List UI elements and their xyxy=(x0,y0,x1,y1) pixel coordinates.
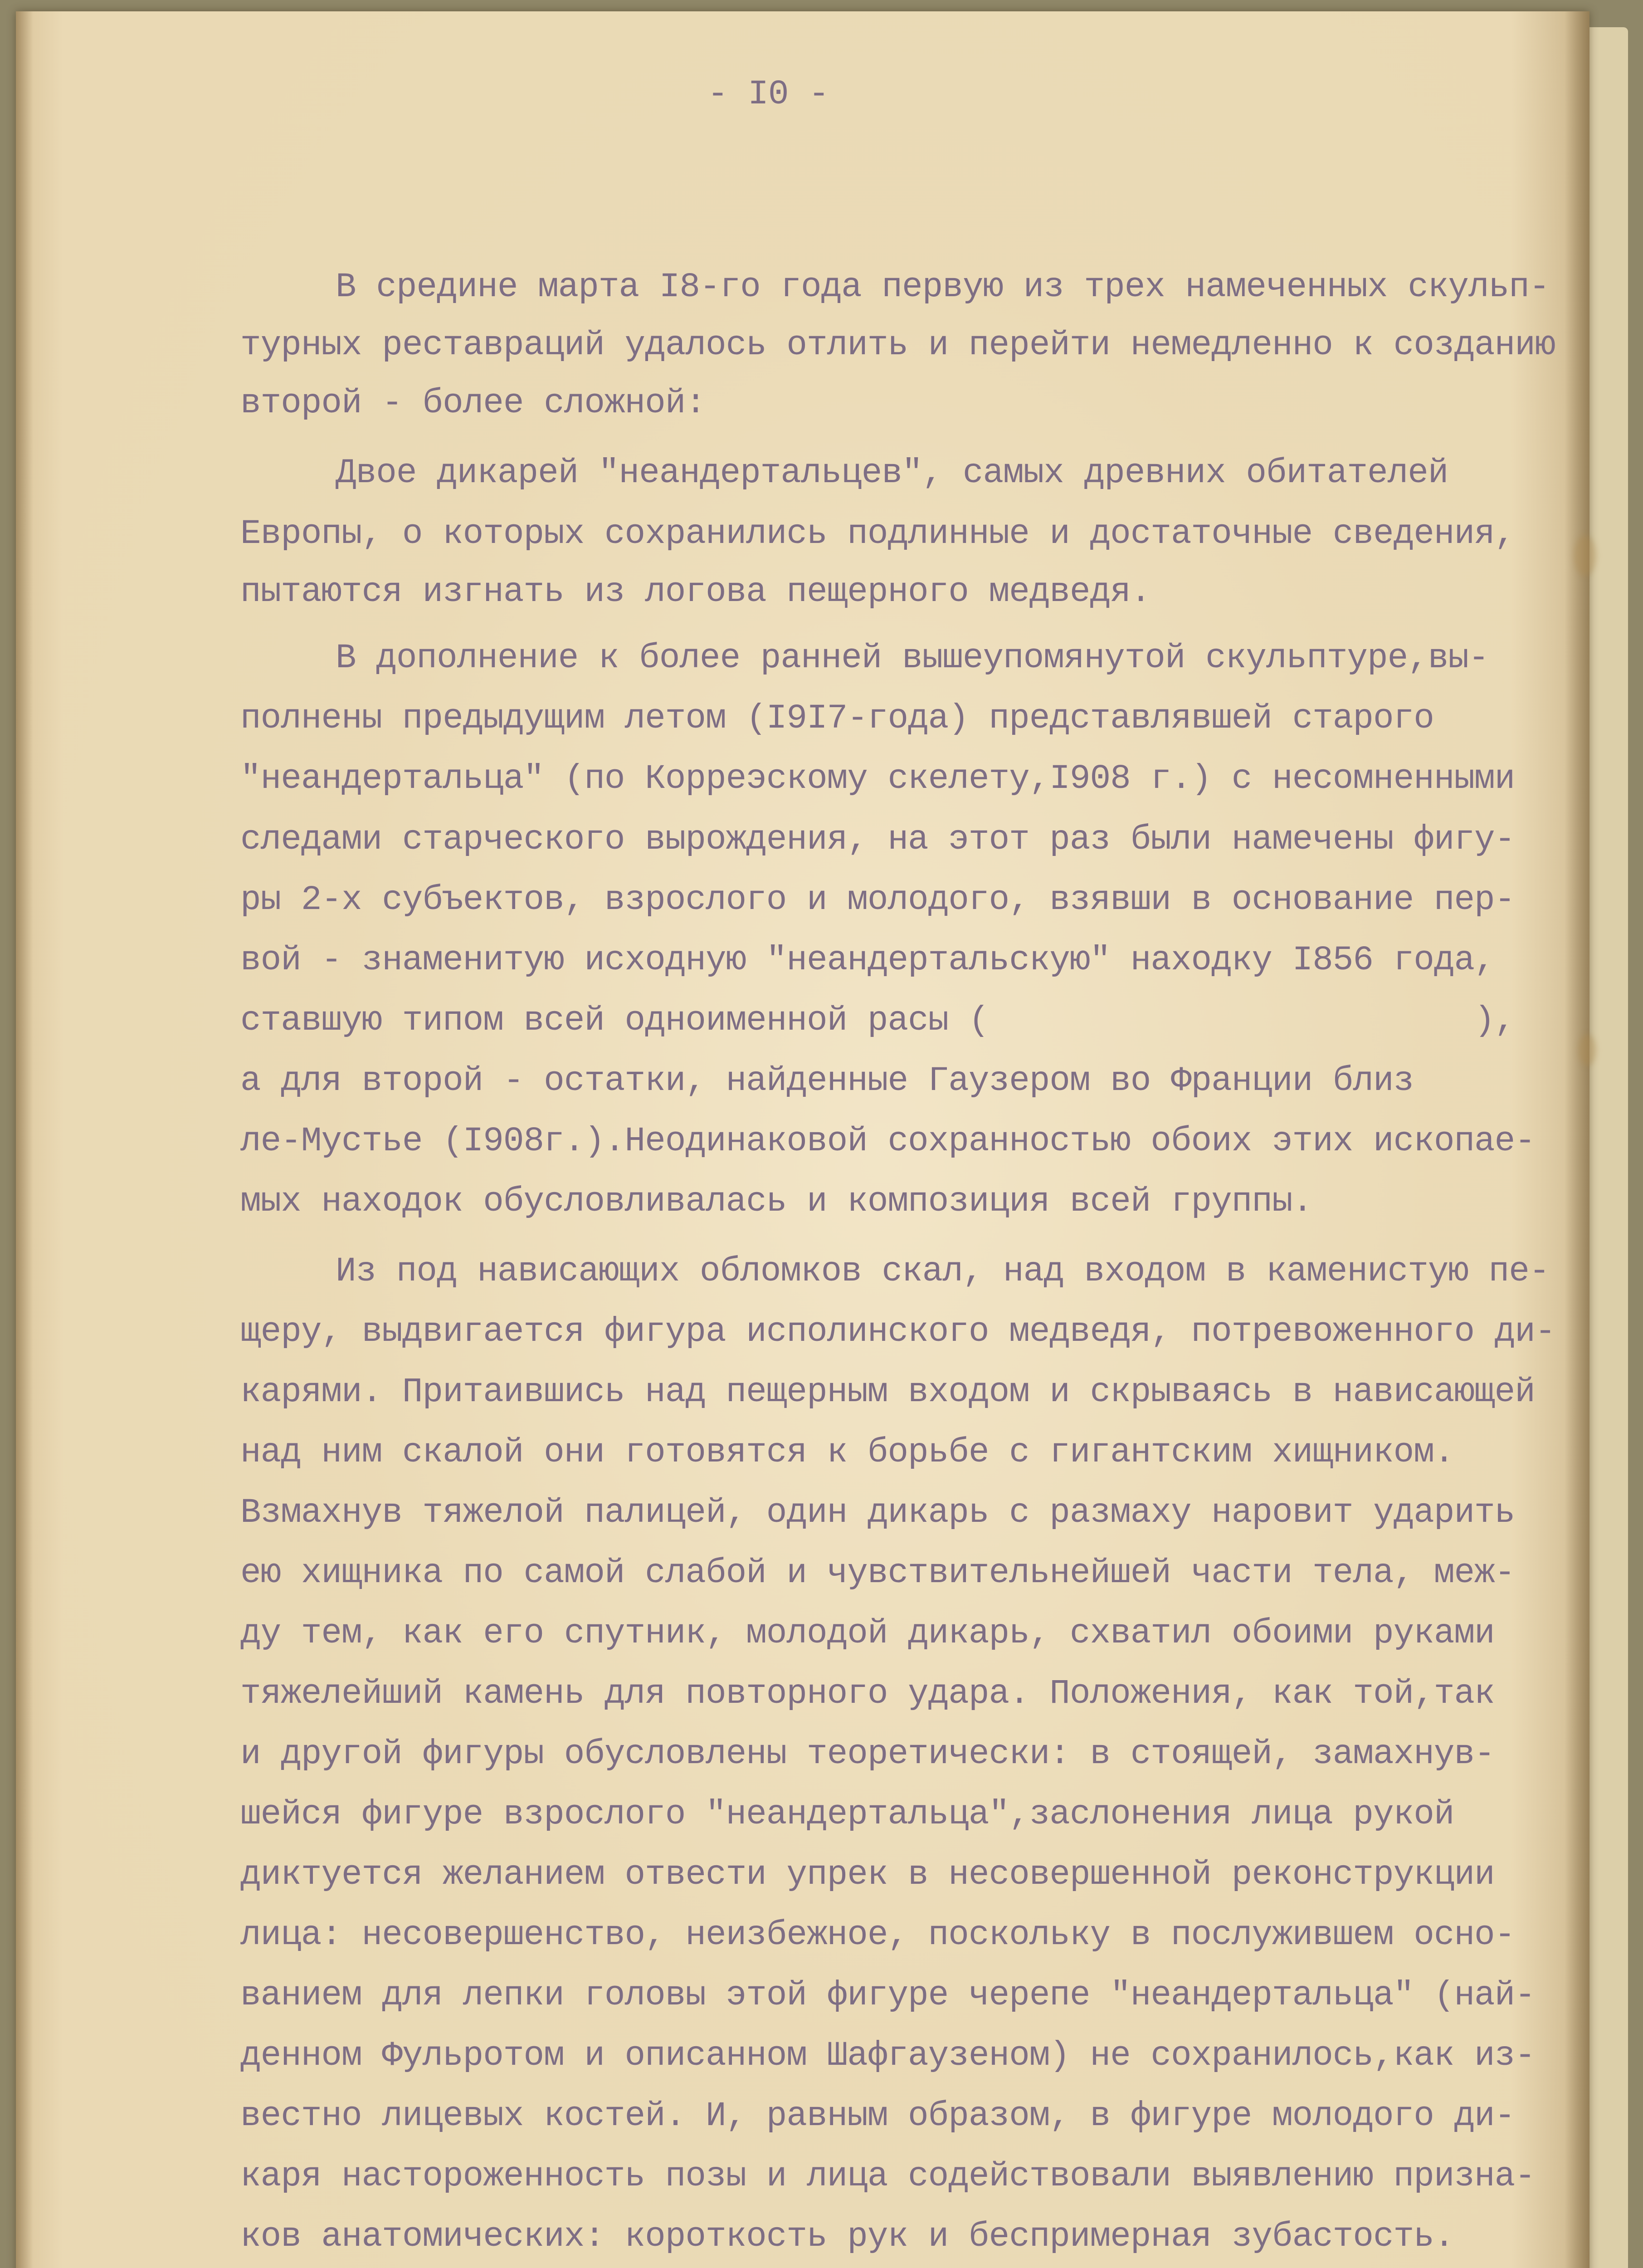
text-line: Взмахнув тяжелой палицей, один дикарь с размаху наровит ударить xyxy=(240,1493,1515,1532)
text-line: шейся фигуре взрослого "неандертальца",заслонения лица рукой xyxy=(240,1795,1454,1834)
text-line: Двое дикарей "неандертальцев", самых древних обитателей xyxy=(336,454,1448,493)
text-line: турных реставраций удалось отлить и перейти немедленно к созданию xyxy=(240,326,1555,365)
text-line: мых находок обусловливалась и композиция всей группы. xyxy=(240,1182,1313,1221)
text-line: и другой фигуры обусловлены теоретически: в стоящей, замахнув- xyxy=(240,1735,1495,1774)
text-line: тяжелейший камень для повторного удара. Положения, как той,так xyxy=(240,1674,1495,1713)
right-edge-shadow xyxy=(1565,11,1589,2268)
text-line: денном Фульротом и описанном Шафгаузеном) не сохранилось,как из- xyxy=(240,2036,1535,2075)
text-line: лица: несовершенство, неизбежное, поскольку в послужившем осно- xyxy=(240,1916,1515,1955)
text-line: В средине марта I8-го года первую из трех намеченных скульп- xyxy=(336,268,1550,307)
text-line: пытаются изгнать из логова пещерного медведя. xyxy=(240,572,1151,611)
text-line: щеру, выдвигается фигура исполинского медведя, потревоженного ди- xyxy=(240,1312,1555,1351)
text-line: ле-Мустье (I908г.).Неодинаковой сохранностью обоих этих ископае- xyxy=(240,1122,1535,1161)
text-line: второй - более сложной: xyxy=(240,384,706,423)
left-edge-shadow xyxy=(16,11,33,2268)
text-line: а для второй - остатки, найденные Гаузером во Франции близ xyxy=(240,1061,1414,1100)
text-line: ванием для лепки головы этой фигуре черепе "неандертальца" (най- xyxy=(240,1976,1535,2015)
text-line: "неандертальца" (по Корреэскому скелету,I908 г.) с несомненными xyxy=(240,759,1515,798)
text-line: вестно лицевых костей. И, равным образом, в фигуре молодого ди- xyxy=(240,2097,1515,2136)
text-line: следами старческого вырождения, на этот раз были намечены фигу- xyxy=(240,820,1515,859)
text-line: каря настороженность позы и лица содействовали выявлению призна- xyxy=(240,2157,1535,2196)
text-line: ставшую типом всей одноименной расы ( ), xyxy=(240,1001,1515,1040)
text-line: ков анатомических: короткость рук и беспримерная зубастость. xyxy=(240,2217,1454,2256)
text-line: ею хищника по самой слабой и чувствительнейшей части тела, меж- xyxy=(240,1554,1515,1593)
text-line: ду тем, как его спутник, молодой дикарь, схватил обоими руками xyxy=(240,1614,1495,1653)
stain-mark xyxy=(1574,535,1596,576)
page-number: - I0 - xyxy=(707,75,829,114)
text-line: ры 2-х субъектов, взрослого и молодого, взявши в основание пер- xyxy=(240,880,1515,919)
text-line: Европы, о которых сохранились подлинные и достаточные сведения, xyxy=(240,514,1515,553)
text-line: полнены предыдущим летом (I9I7-года) представлявшей старого xyxy=(240,699,1434,738)
text-line: вой - знаменитую исходную "неандертальскую" находку I856 года, xyxy=(240,941,1495,980)
text-line: Из под нависающих обломков скал, над входом в каменистую пе- xyxy=(336,1252,1550,1291)
stain-mark xyxy=(1578,1034,1596,1066)
text-line: карями. Притаившись над пещерным входом и скрываясь в нависающей xyxy=(240,1373,1535,1412)
text-line: над ним скалой они готовятся к борьбе с гигантским хищником. xyxy=(240,1433,1454,1472)
text-line: В дополнение к более ранней вышеупомянутой скульптуре,вы- xyxy=(336,639,1489,678)
text-line: диктуется желанием отвести упрек в несовершенной реконструкции xyxy=(240,1855,1495,1894)
